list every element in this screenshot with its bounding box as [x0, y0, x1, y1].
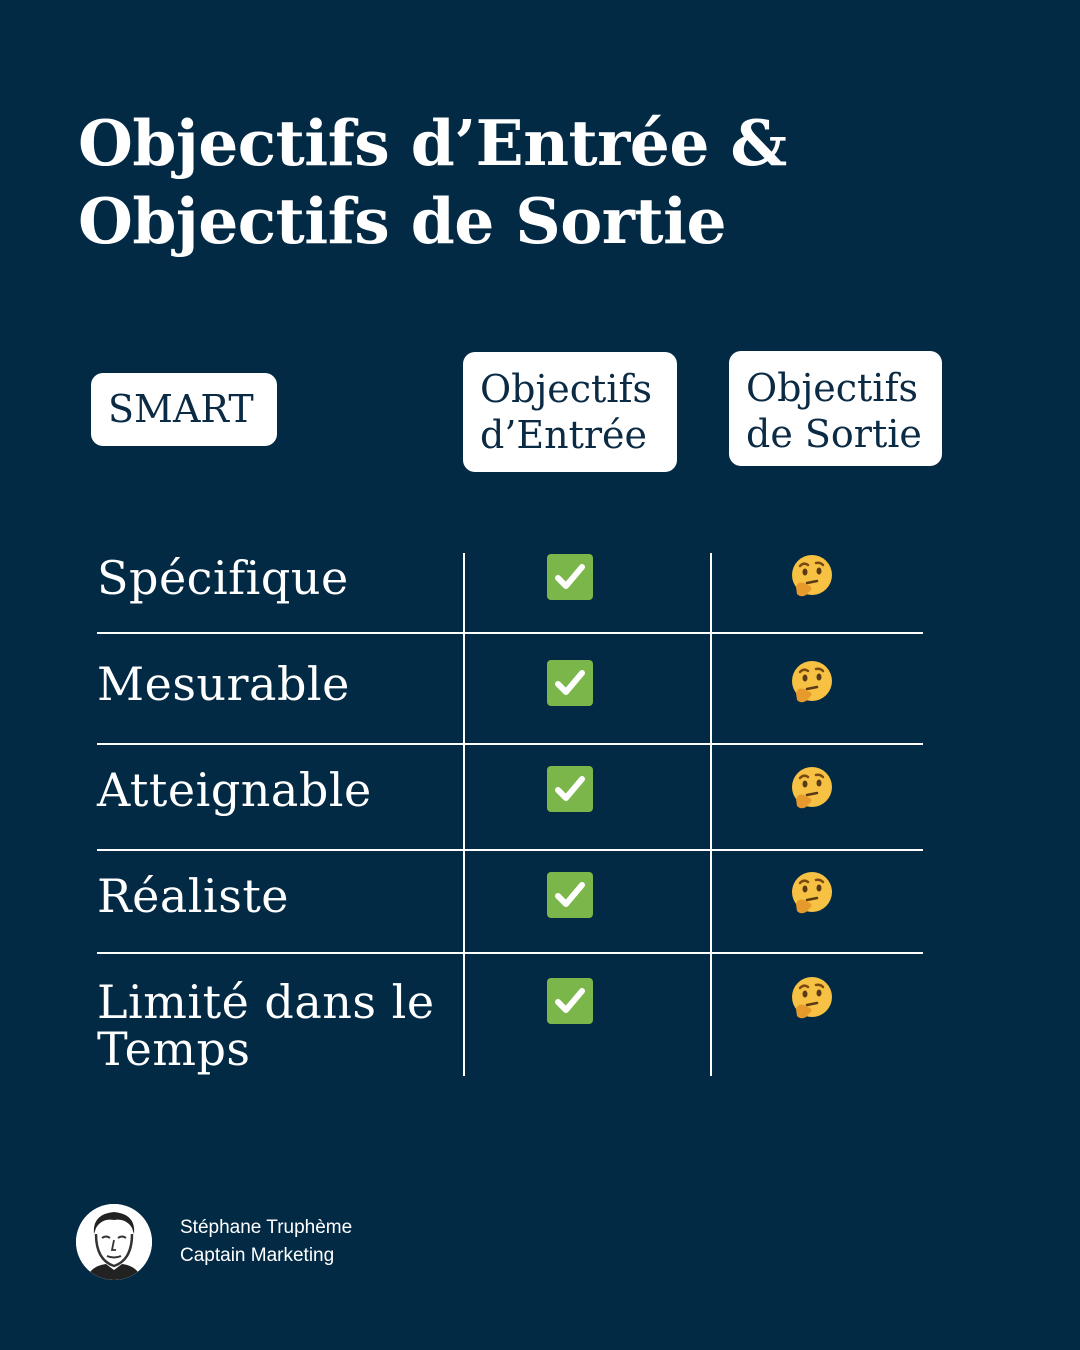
- entry-objectives-header-pill: [463, 352, 677, 472]
- author-name: Stéphane Truphème: [180, 1217, 353, 1238]
- check-mark-icon: [547, 872, 593, 918]
- title-line-1: Objectifs d’Entrée &: [78, 106, 787, 180]
- criterion-realiste: Réaliste: [97, 869, 290, 923]
- check-mark-icon: [547, 766, 593, 812]
- author-company: Captain Marketing: [180, 1245, 335, 1266]
- thinking-face-icon: [788, 975, 836, 1023]
- row-divider-1: [97, 632, 923, 634]
- thinking-face-icon: [788, 870, 836, 918]
- check-mark-icon: [547, 554, 593, 600]
- row-divider-3: [97, 849, 923, 851]
- check-mark-icon: [547, 978, 593, 1024]
- criterion-limite-dans-le-temps: Limité dans le Temps: [97, 975, 435, 1076]
- smart-header-label: SMART: [108, 387, 254, 431]
- author-credit: [180, 1214, 352, 1270]
- exit-header-line-1: Objectifs: [746, 366, 919, 410]
- entry-header-line-1: Objectifs: [480, 367, 653, 411]
- row-divider-4: [97, 952, 923, 954]
- entry-header-line-2: d’Entrée: [480, 413, 648, 457]
- thinking-face-icon: [788, 659, 836, 707]
- thinking-face-icon: [788, 553, 836, 601]
- criterion-atteignable: Atteignable: [97, 763, 372, 817]
- row-divider-2: [97, 743, 923, 745]
- exit-objectives-header-pill: [729, 351, 942, 466]
- title-line-2: Objectifs de Sortie: [78, 184, 727, 258]
- page-title: [78, 104, 787, 260]
- criterion-mesurable: Mesurable: [97, 657, 350, 711]
- avatar: [76, 1204, 152, 1280]
- check-mark-icon: [547, 660, 593, 706]
- smart-header-pill: [91, 373, 277, 446]
- criterion-specifique: Spécifique: [97, 551, 349, 605]
- exit-header-line-2: de Sortie: [746, 412, 922, 456]
- thinking-face-icon: [788, 765, 836, 813]
